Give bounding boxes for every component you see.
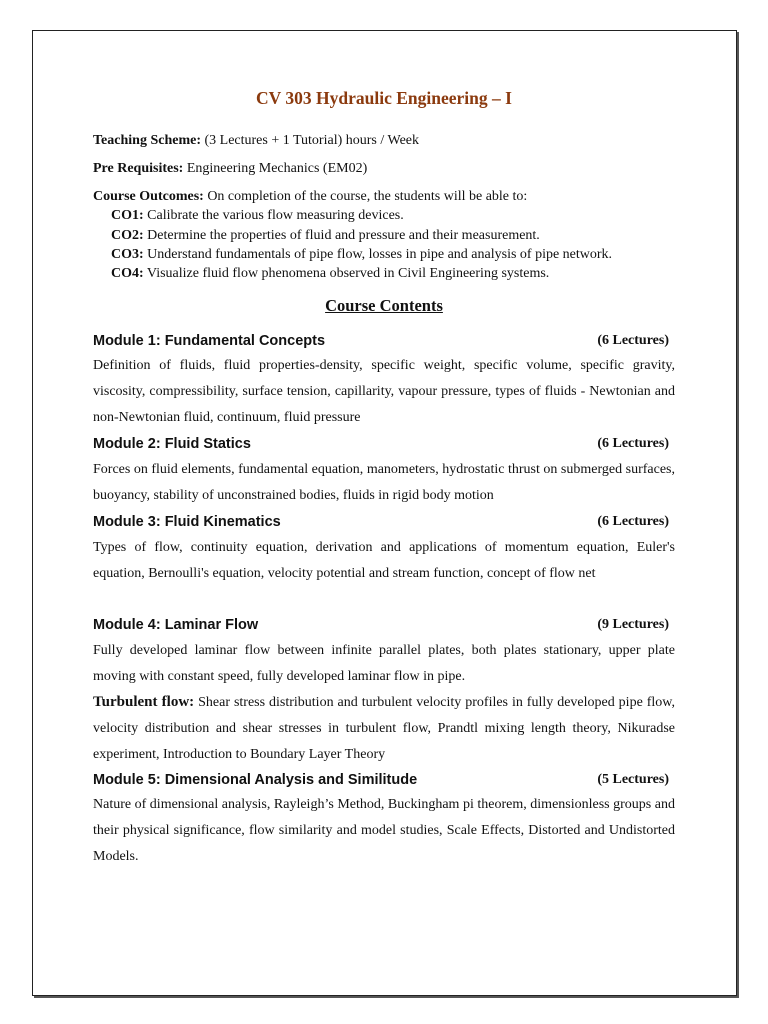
module-lectures: (9 Lectures) (597, 617, 669, 632)
module-lectures: (6 Lectures) (597, 514, 669, 529)
prerequisites-label: Pre Requisites: (93, 161, 184, 176)
teaching-scheme-label: Teaching Scheme: (93, 133, 201, 148)
course-outcomes-intro: On completion of the course, the students will be able to: (203, 189, 528, 204)
outcome-text: Determine the properties of fluid and pressure and their measurement. (143, 228, 540, 243)
module-lectures: (6 Lectures) (597, 436, 669, 451)
module-title: Module 1: Fundamental Concepts (93, 333, 326, 349)
module-description: Fully developed laminar flow between infinite parallel plates, both plates stationary, upper plate moving with constant speed, fully developed laminar flow in pipe. (93, 643, 675, 684)
module-description: Forces on fluid elements, fundamental equation, manometers, hydrostatic thrust on submerged surfaces, buoyancy, stability of unconstrained bodies, fluids in rigid body motion (93, 462, 675, 503)
outcome-code: CO1: (111, 208, 144, 223)
course-outcomes (93, 189, 527, 205)
module-title: Module 5: Dimensional Analysis and Similitude (93, 772, 418, 788)
module-description: Types of flow, continuity equation, derivation and applications of momentum equation, Euler's equation, Bernoulli's equation, velocity potential and stream function, concept of flow net (93, 540, 675, 581)
module-lectures: (6 Lectures) (597, 333, 669, 348)
turbulent-flow-paragraph (93, 689, 675, 768)
course-outcomes-label: Course Outcomes: (93, 189, 204, 204)
outcome-text: Visualize fluid flow phenomena observed in Civil Engineering systems. (143, 266, 550, 281)
turbulent-flow-label: Turbulent flow: (93, 694, 195, 710)
prerequisites-value: Engineering Mechanics (EM02) (183, 161, 368, 176)
teaching-scheme (93, 133, 419, 149)
module-description: Nature of dimensional analysis, Rayleigh’s Method, Buckingham pi theorem, dimensionless groups and their physical significance, flow similarity and model studies, Scale Effects, Distorted and Undistorted Models. (93, 797, 675, 864)
module-lectures: (5 Lectures) (597, 772, 669, 787)
outcome-item (111, 208, 404, 224)
course-contents-heading: Course Contents (325, 296, 443, 315)
outcome-text: Calibrate the various flow measuring devices. (143, 208, 404, 223)
turbulent-flow-text: Shear stress distribution and turbulent velocity profiles in fully developed pipe flow, velocity distribution and shear stresses in turbulent flow, Prandtl mixing length theory, Nikuradse experiment, Introduction to Boundary Layer Theory (93, 695, 675, 762)
outcome-item (111, 247, 612, 263)
outcome-item (111, 266, 549, 282)
module-description: Definition of fluids, fluid properties-density, specific weight, specific volume, specific gravity, viscosity, compressibility, surface tension, capillarity, vapour pressure, types of fluids - Newtonian and non-Newtonian fluid, continuum, fluid pressure (93, 358, 675, 425)
outcome-code: CO4: (111, 266, 144, 281)
course-title: CV 303 Hydraulic Engineering – I (256, 88, 512, 108)
outcome-code: CO3: (111, 247, 144, 262)
module-title: Module 4: Laminar Flow (93, 617, 259, 633)
module-title: Module 2: Fluid Statics (93, 436, 251, 452)
teaching-scheme-value: (3 Lectures + 1 Tutorial) hours / Week (200, 133, 420, 148)
prerequisites (93, 161, 367, 177)
outcome-item (111, 228, 540, 244)
outcome-text: Understand fundamentals of pipe flow, losses in pipe and analysis of pipe network. (143, 247, 613, 262)
module-title: Module 3: Fluid Kinematics (93, 514, 281, 530)
outcome-code: CO2: (111, 228, 144, 243)
